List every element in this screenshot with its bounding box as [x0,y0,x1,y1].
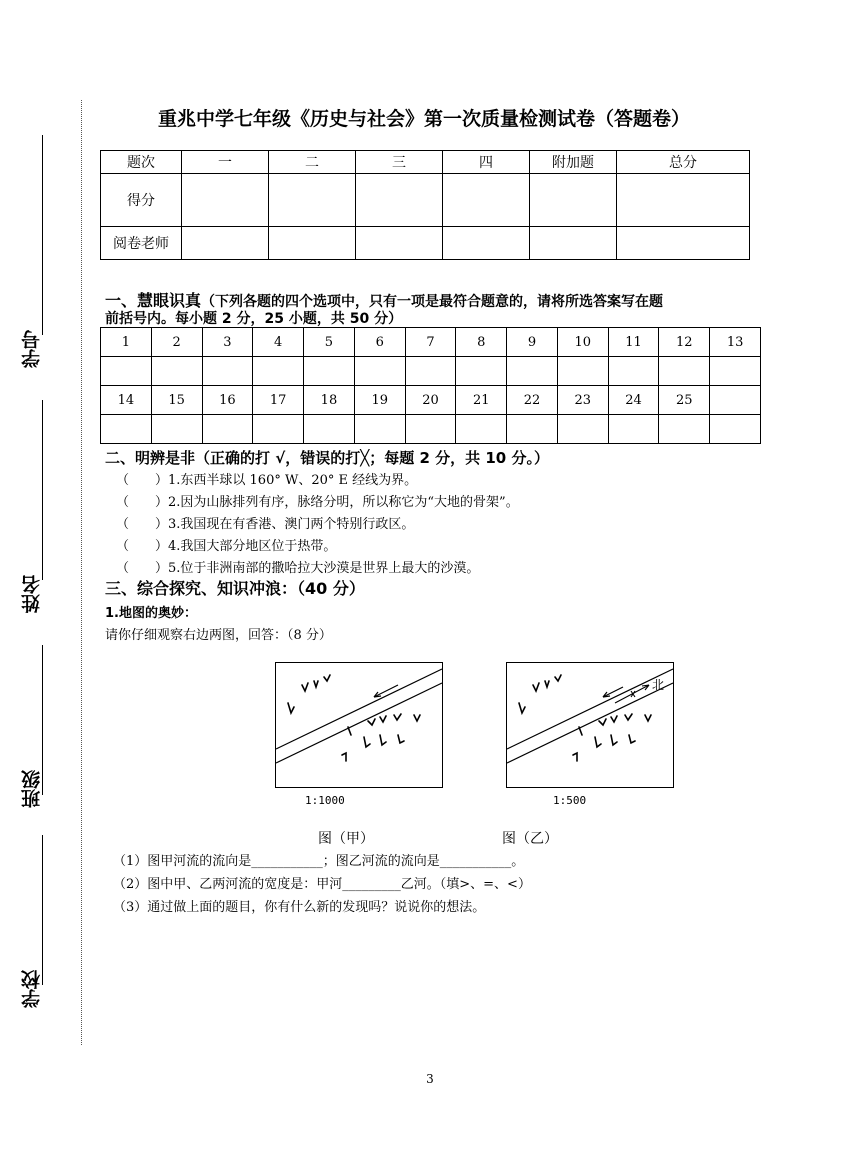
q1-intro: 请你仔细观察右边两图，回答：（8 分） [105,628,332,643]
question-number: 1 [101,328,152,357]
section1-heading-title: 一、慧眼识真 [105,291,202,310]
question-number-row [101,328,761,357]
north-label: 北 [652,678,665,692]
question-number: 8 [456,328,507,357]
question-number: 10 [557,328,608,357]
sub-question-2[interactable]: （2）图中甲、乙两河流的宽度是：甲河_________乙河。（填>、=、<） [113,877,531,892]
answer-table [100,327,761,444]
question-number: 17 [253,386,304,415]
answer-cell[interactable] [557,357,608,386]
question-number: 4 [253,328,304,357]
question-number: 22 [507,386,558,415]
judge-item-2[interactable]: （ ）2.因为山脉排列有序，脉络分明，所以称它为“大地的骨架”。 [116,495,519,510]
score-table [100,150,750,260]
question-number: 18 [304,386,355,415]
judge-item-4[interactable]: （ ）4.我国大部分地区位于热带。 [116,539,337,554]
score-header: 题次 [101,151,182,174]
question-number: 15 [151,386,202,415]
xuehao-blank[interactable] [42,135,43,335]
answer-cell[interactable] [151,415,202,444]
judge-item-1[interactable]: （ ）1.东西半球以 160° W、20° E 经线为界。 [116,473,418,488]
answer-cell[interactable] [507,357,558,386]
xingming-blank[interactable] [42,400,43,580]
answer-cell[interactable] [101,415,152,444]
answer-cell[interactable] [557,415,608,444]
question-number: 2 [151,328,202,357]
page-number: 3 [426,1072,434,1086]
answer-cell[interactable] [608,357,659,386]
sub-question-3[interactable]: （3）通过做上面的题目，你有什么新的发现吗？说说你的想法。 [113,900,486,915]
answer-cell[interactable] [202,415,253,444]
answer-cell-row [101,415,761,444]
answer-cell[interactable] [405,415,456,444]
score-header: 附加题 [530,151,617,174]
xuexiao-blank[interactable] [42,835,43,985]
score-row-label: 得分 [101,174,182,227]
map-b [506,662,674,788]
score-header: 三 [356,151,443,174]
score-cell[interactable] [530,174,617,227]
banji-label: 班级 [21,770,43,808]
question-number: 11 [608,328,659,357]
answer-cell[interactable] [253,415,304,444]
section2-heading: 二、明辨是非（正确的打 √，错误的打╳；每题 2 分，共 10 分。） [105,449,549,467]
answer-cell[interactable] [659,415,710,444]
question-number: 19 [354,386,405,415]
answer-cell[interactable] [253,357,304,386]
section1-heading-instruction: （下列各题的四个选项中，只有一项是最符合题意的，请将所选答案写在题 [201,294,664,310]
question-number: 23 [557,386,608,415]
score-cell[interactable] [356,174,443,227]
score-cell[interactable] [269,227,356,260]
score-cell[interactable] [617,227,750,260]
question-number: 9 [507,328,558,357]
score-header: 二 [269,151,356,174]
answer-cell[interactable] [304,357,355,386]
answer-cell[interactable] [304,415,355,444]
score-header: 总分 [617,151,750,174]
score-row-label: 阅卷老师 [101,227,182,260]
q1-title: 1.地图的奥妙： [105,606,197,621]
answer-cell[interactable] [456,357,507,386]
answer-cell-row [101,357,761,386]
score-cell[interactable] [182,174,269,227]
answer-cell[interactable] [507,415,558,444]
map-a-drawing [276,663,442,787]
score-cell[interactable] [269,174,356,227]
section1-heading-line2: 前括号内。每小题 2 分，25 小题，共 50 分） [105,311,403,327]
question-number: 14 [101,386,152,415]
map-b-scale: 1:500 [553,794,587,807]
section3-heading: 三、综合探究、知识冲浪：（40 分） [105,579,365,598]
score-cell[interactable] [443,174,530,227]
question-number [710,386,761,415]
map-b-drawing [507,663,673,787]
answer-cell[interactable] [354,357,405,386]
question-number: 20 [405,386,456,415]
map-a-scale: 1:1000 [305,794,345,807]
score-cell[interactable] [443,227,530,260]
score-cell[interactable] [356,227,443,260]
answer-cell[interactable] [151,357,202,386]
score-header: 四 [443,151,530,174]
map-a-caption: 图（甲） [318,831,374,847]
answer-cell[interactable] [456,415,507,444]
map-b-caption: 图（乙） [502,831,558,847]
question-number-row [101,386,761,415]
question-number: 5 [304,328,355,357]
binding-margin [18,130,68,1040]
score-cell[interactable] [182,227,269,260]
xuexiao-label: 学校 [21,970,43,1008]
question-number: 25 [659,386,710,415]
sub-question-1[interactable]: （1）图甲河流的流向是___________；图乙河流的流向是___________。 [113,854,525,869]
answer-cell[interactable] [354,415,405,444]
score-header: 一 [182,151,269,174]
xingming-label: 姓名 [21,575,43,613]
question-number: 6 [354,328,405,357]
question-number: 16 [202,386,253,415]
score-cell[interactable] [617,174,750,227]
map-a [275,662,443,788]
question-number: 3 [202,328,253,357]
answer-cell[interactable] [608,415,659,444]
question-number: 21 [456,386,507,415]
answer-cell[interactable] [405,357,456,386]
answer-cell[interactable] [202,357,253,386]
question-number: 13 [710,328,761,357]
judge-item-3[interactable]: （ ）3.我国现在有香港、澳门两个特别行政区。 [116,517,415,532]
answer-cell[interactable] [101,357,152,386]
answer-cell[interactable] [710,415,761,444]
page-title: 重兆中学七年级《历史与社会》第一次质量检测试卷（答题卷） [157,108,690,130]
question-number: 12 [659,328,710,357]
answer-cell[interactable] [659,357,710,386]
question-number: 24 [608,386,659,415]
score-cell[interactable] [530,227,617,260]
xuehao-label: 学号 [21,330,43,368]
question-number: 7 [405,328,456,357]
judge-item-5[interactable]: （ ）5.位于非洲南部的撒哈拉大沙漠是世界上最大的沙漠。 [116,561,480,576]
binding-dotted-line [81,100,82,1045]
answer-cell[interactable] [710,357,761,386]
